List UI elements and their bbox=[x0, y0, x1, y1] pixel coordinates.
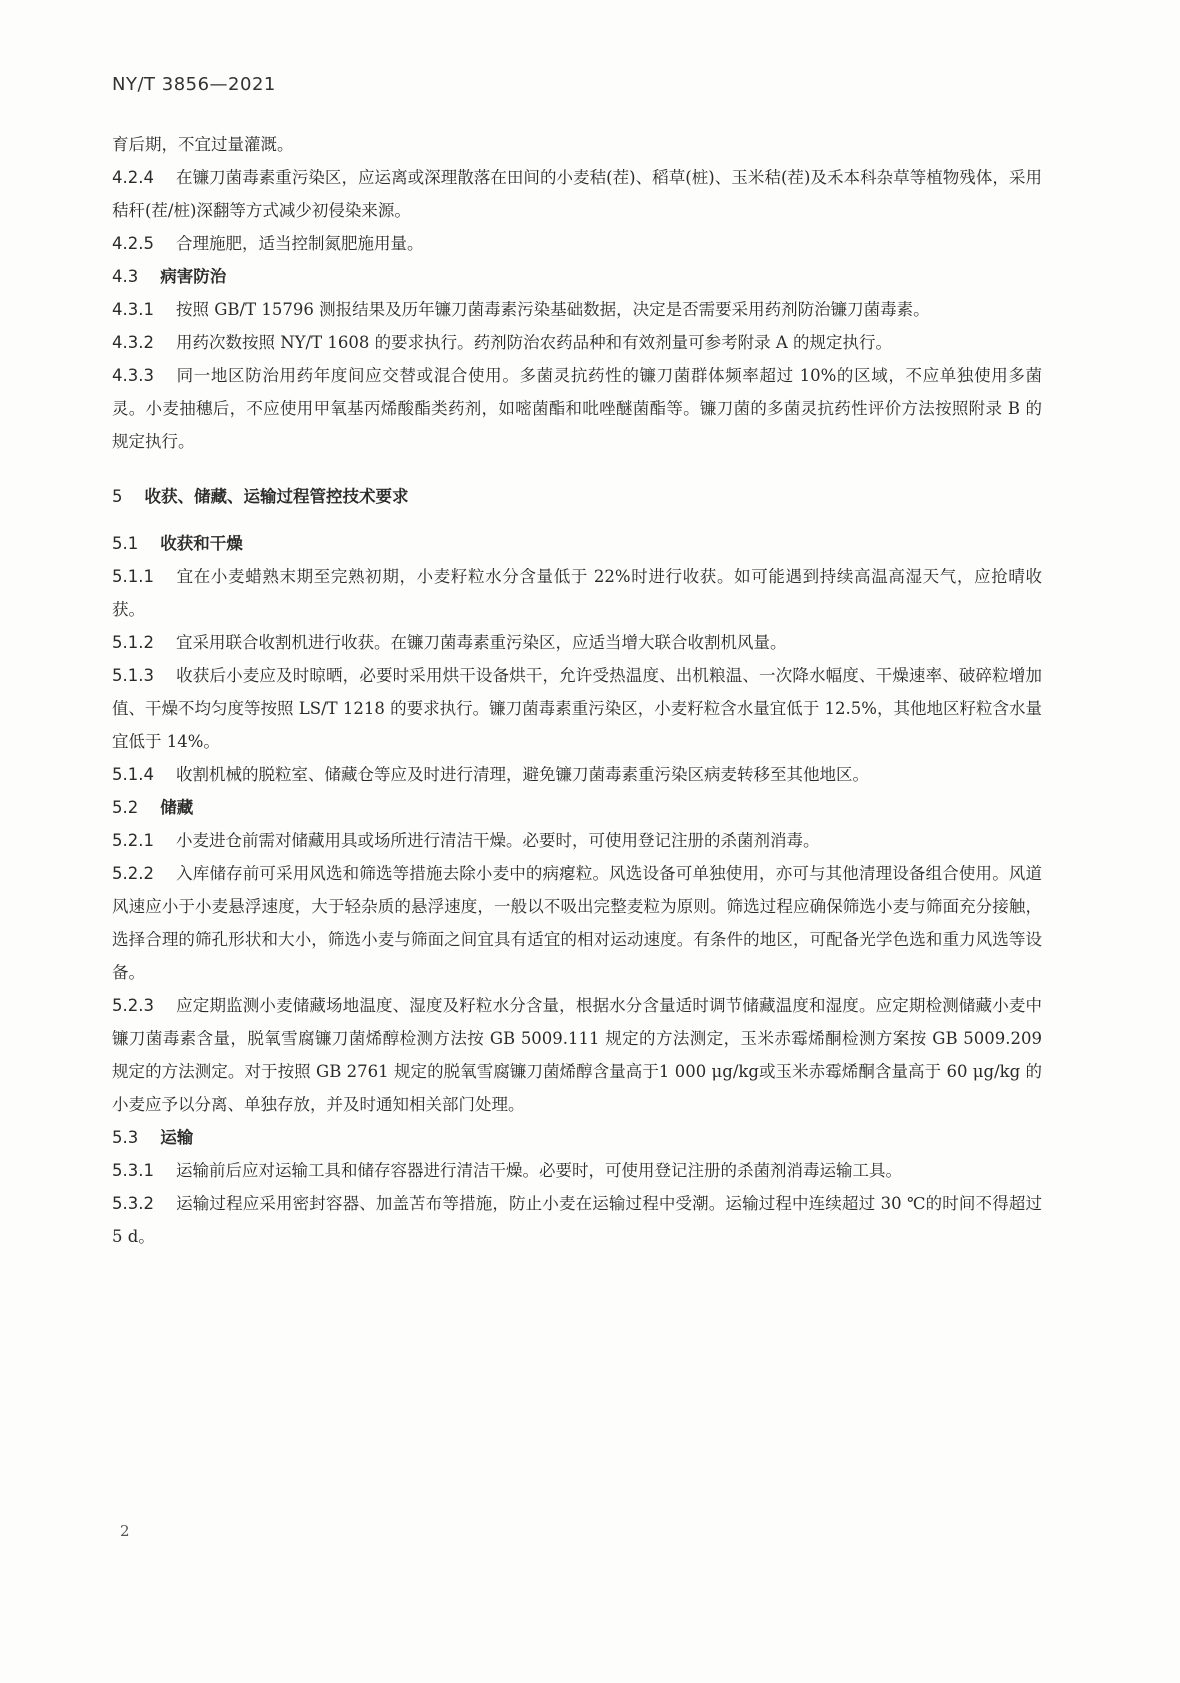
clause-text: 应定期监测小麦储藏场地温度、湿度及籽粒水分含量，根据水分含量适时调节储藏温度和湿度。应定期检测储藏小麦中镰刀菌毒素含量，脱氧雪腐镰刀菌烯醇检测方法按 GB 5009.111 规定的方法测定，玉米赤霉烯酮检测方案按 GB 5009.209 规定的方法测定。对于按照 GB 2761 规定的脱氧雪腐镰刀菌烯醇含量高于1 000 μg/kg或玉米赤霉烯酮含量高于 60 μg/kg 的小麦应予以分离、单独存放，并及时通知相关部门处理。 bbox=[112, 996, 1042, 1114]
clause-4-3-3 bbox=[112, 359, 1042, 458]
section-title: 收获和干燥 bbox=[160, 534, 243, 553]
clause-5-3-2 bbox=[112, 1187, 1042, 1253]
chapter-number: 5 bbox=[112, 487, 123, 506]
clause-4-2-5 bbox=[112, 227, 1042, 260]
chapter-title: 收获、储藏、运输过程管控技术要求 bbox=[144, 487, 409, 506]
document-body bbox=[112, 128, 1042, 1253]
clause-text: 运输过程应采用密封容器、加盖苫布等措施，防止小麦在运输过程中受潮。运输过程中连续超过 30 ℃的时间不得超过 5 d。 bbox=[112, 1194, 1042, 1246]
clause-number: 5.1.1 bbox=[112, 567, 154, 586]
clause-text: 在镰刀菌毒素重污染区，应运离或深理散落在田间的小麦秸(茬)、稻草(桩)、玉米秸(茬)及禾本科杂草等植物残体，采用秸秆(茬/桩)深翻等方式减少初侵染来源。 bbox=[112, 168, 1042, 220]
section-number: 5.3 bbox=[112, 1128, 139, 1147]
section-number: 4.3 bbox=[112, 267, 139, 286]
clause-5-1-4 bbox=[112, 758, 1042, 791]
clause-text: 宜在小麦蜡熟末期至完熟初期，小麦籽粒水分含量低于 22%时进行收获。如可能遇到持续高温高湿天气，应抢晴收获。 bbox=[112, 567, 1042, 619]
clause-5-2-2 bbox=[112, 857, 1042, 989]
section-heading-5-3 bbox=[112, 1121, 1042, 1154]
clause-5-1-2 bbox=[112, 626, 1042, 659]
section-heading-4-3 bbox=[112, 260, 1042, 293]
clause-number: 5.1.3 bbox=[112, 666, 154, 685]
clause-number: 4.2.4 bbox=[112, 168, 154, 187]
clause-number: 5.1.4 bbox=[112, 765, 154, 784]
clause-number: 4.3.1 bbox=[112, 300, 154, 319]
clause-number: 4.3.3 bbox=[112, 366, 154, 385]
section-heading-5-2 bbox=[112, 791, 1042, 824]
paragraph-continuation: 育后期，不宜过量灌溉。 bbox=[112, 135, 294, 154]
clause-number: 5.3.2 bbox=[112, 1194, 154, 1213]
clause-number: 5.2.3 bbox=[112, 996, 154, 1015]
clause-number: 4.2.5 bbox=[112, 234, 154, 253]
clause-5-2-3 bbox=[112, 989, 1042, 1121]
clause-4-2-4 bbox=[112, 161, 1042, 227]
clause-number: 5.3.1 bbox=[112, 1161, 154, 1180]
clause-text: 合理施肥，适当控制氮肥施用量。 bbox=[175, 234, 424, 253]
clause-5-3-1 bbox=[112, 1154, 1042, 1187]
clause-text: 收割机械的脱粒室、储藏仓等应及时进行清理，避免镰刀菌毒素重污染区病麦转移至其他地区。 bbox=[175, 765, 869, 784]
section-title: 病害防治 bbox=[160, 267, 227, 286]
clause-4-3-1 bbox=[112, 293, 1042, 326]
section-title: 运输 bbox=[160, 1128, 194, 1147]
clause-4-3-2 bbox=[112, 326, 1042, 359]
clause-text: 运输前后应对运输工具和储存容器进行清洁干燥。必要时，可使用登记注册的杀菌剂消毒运输工具。 bbox=[175, 1161, 902, 1180]
clause-number: 5.1.2 bbox=[112, 633, 154, 652]
clause-5-1-1 bbox=[112, 560, 1042, 626]
standard-code-header: NY/T 3856—2021 bbox=[112, 74, 276, 95]
section-number: 5.1 bbox=[112, 534, 139, 553]
clause-number: 5.2.2 bbox=[112, 864, 154, 883]
clause-number: 4.3.2 bbox=[112, 333, 154, 352]
clause-text: 同一地区防治用药年度间应交替或混合使用。多菌灵抗药性的镰刀菌群体频率超过 10%的区域，不应单独使用多菌灵。小麦抽穗后，不应使用甲氧基丙烯酸酯类药剂，如嘧菌酯和吡唑醚菌酯等。镰刀菌的多菌灵抗药性评价方法按照附录 B 的规定执行。 bbox=[112, 366, 1042, 451]
clause-text: 收获后小麦应及时晾晒，必要时采用烘干设备烘干，允许受热温度、出机粮温、一次降水幅度、干燥速率、破碎粒增加值、干燥不均匀度等按照 LS/T 1218 的要求执行。镰刀菌毒素重污染区，小麦籽粒含水量宜低于 12.5%，其他地区籽粒含水量宜低于 14%。 bbox=[112, 666, 1042, 751]
page-number: 2 bbox=[120, 1522, 130, 1540]
clause-text: 宜采用联合收割机进行收获。在镰刀菌毒素重污染区，应适当增大联合收割机风量。 bbox=[175, 633, 787, 652]
clause-text: 小麦进仓前需对储藏用具或场所进行清洁干燥。必要时，可使用登记注册的杀菌剂消毒。 bbox=[175, 831, 820, 850]
section-heading-5-1 bbox=[112, 527, 1042, 560]
section-title: 储藏 bbox=[160, 798, 194, 817]
clause-text: 用药次数按照 NY/T 1608 的要求执行。药剂防治农药品种和有效剂量可参考附录 A 的规定执行。 bbox=[175, 333, 893, 352]
clause-5-1-3 bbox=[112, 659, 1042, 758]
clause-5-2-1 bbox=[112, 824, 1042, 857]
clause-text: 入库储存前可采用风选和筛选等措施去除小麦中的病瘪粒。风选设备可单独使用，亦可与其他清理设备组合使用。风道风速应小于小麦悬浮速度，大于轻杂质的悬浮速度，一般以不吸出完整麦粒为原则。筛选过程应确保筛选小麦与筛面充分接触，选择合理的筛孔形状和大小，筛选小麦与筛面之间宜具有适宜的相对运动速度。有条件的地区，可配备光学色选和重力风选等设备。 bbox=[112, 864, 1042, 982]
chapter-heading-5 bbox=[112, 480, 1042, 513]
clause-number: 5.2.1 bbox=[112, 831, 154, 850]
clause-text: 按照 GB/T 15796 测报结果及历年镰刀菌毒素污染基础数据，决定是否需要采用药剂防治镰刀菌毒素。 bbox=[175, 300, 930, 319]
section-number: 5.2 bbox=[112, 798, 139, 817]
